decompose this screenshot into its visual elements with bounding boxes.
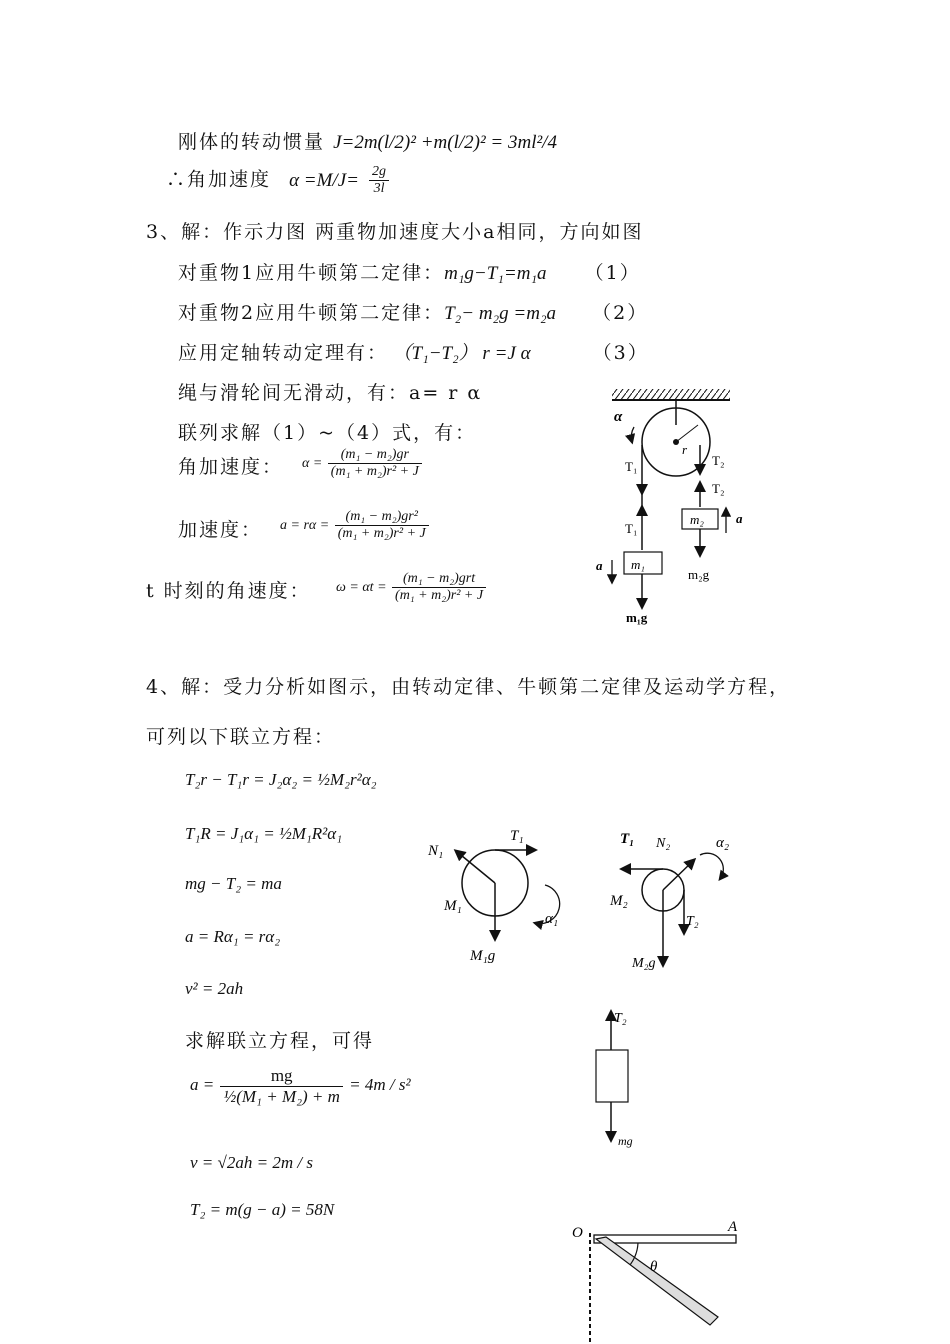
res-a-lhs: a =	[190, 1074, 215, 1094]
p3-line3	[178, 338, 649, 365]
p4-res-a	[190, 1066, 411, 1106]
label-r: r	[682, 442, 688, 457]
alpha2-arrow	[700, 853, 723, 879]
p4-eq4: a = Rα₁ = rα₂	[185, 927, 281, 946]
pulley-diagram	[590, 385, 750, 630]
inertia-line	[178, 127, 557, 154]
hanging-block	[596, 1050, 628, 1102]
p3-l3-tag: （3）	[592, 342, 649, 364]
res-a-rhs: = 4m / s²	[349, 1074, 411, 1094]
p3-l1-label: 对重物1应用牛顿第二定律：	[178, 262, 445, 284]
p4-res-v: v = √2ah = 2m / s	[190, 1153, 313, 1172]
label-T2: T₂	[686, 914, 699, 929]
p3-ang-label: 角加速度：	[178, 456, 284, 478]
n2-force-arrow	[663, 860, 694, 890]
p3-omega-label: t 时刻的角速度：	[146, 580, 311, 602]
wheel1-diagram	[420, 815, 580, 975]
p4-heading: 4、解：受力分析如图示，由转动定律、牛顿第二定律及运动学方程，	[146, 676, 791, 698]
label-M1: M₁	[444, 898, 462, 914]
label-M2: M₂	[610, 893, 628, 909]
rotated-rod	[596, 1237, 718, 1325]
p3-line4: 绳与滑轮间无滑动，有：a= r α	[178, 382, 483, 404]
p4-res-T: T₂ = m(g − a) = 58N	[190, 1200, 335, 1219]
res-a-den: ½(M₁ + M₂) + m	[223, 1086, 340, 1106]
p3-ang-num: (m₁ − m₂)gr	[328, 447, 422, 464]
p3-acc-den: (m₁ + m₂)r² + J	[337, 526, 426, 542]
p3-l1-expr: m₁g−T₁=m₁a	[444, 263, 547, 284]
label-theta: θ	[650, 1259, 658, 1275]
p3-acc-lhs: a = rα =	[280, 517, 330, 533]
p3-acc-label: 加速度：	[178, 519, 263, 541]
label-a-right: a	[736, 511, 743, 526]
p3-l3-expr: （T₁−T₂） r =J α	[402, 343, 531, 364]
angacc-label: ∴角加速度	[166, 168, 272, 191]
label-N2: N₂	[656, 836, 671, 851]
p3-line5: 联列求解（1）~（4）式，有：	[178, 422, 477, 444]
label-m2: m₂	[690, 512, 704, 527]
label-a-left: a	[596, 558, 603, 573]
p4-heading2: 可列以下联立方程：	[146, 726, 336, 748]
label-N1: N₁	[428, 843, 444, 859]
label-alpha2: α₂	[716, 835, 730, 851]
wheel2-diagram	[600, 815, 760, 980]
p3-acc-num: (m₁ − m₂)gr²	[335, 509, 429, 526]
block-diagram	[580, 1000, 670, 1160]
res-a-num: mg	[220, 1066, 342, 1087]
p4-eq5: v² = 2ah	[185, 979, 244, 998]
label-O: O	[572, 1225, 583, 1241]
p4-eq3: mg − T₂ = ma	[185, 874, 282, 893]
p3-l2-expr: T₂− m₂g =m₂a	[444, 303, 557, 324]
radius-line	[676, 425, 698, 442]
label-T2b: T₂	[614, 1011, 627, 1026]
p3-l2-tag: （2）	[592, 302, 649, 324]
p3-l3-label: 应用定轴转动定理有：	[178, 342, 389, 364]
horizontal-rod	[594, 1235, 736, 1243]
inertia-label: 刚体的转动惯量	[178, 131, 326, 153]
p3-line2	[178, 298, 648, 325]
p3-l2-label: 对重物2应用牛顿第二定律：	[178, 302, 445, 324]
p3-line1	[178, 258, 641, 285]
label-t2-upper: T₂	[712, 453, 725, 468]
label-m1g: m₁g	[626, 610, 648, 625]
angacc-lhs: α =M/J=	[289, 169, 359, 191]
rod-diagram	[568, 1215, 758, 1344]
p4-eq1: T₂r − T₁r = J₂α₂ = ½M₂r²α₂	[185, 770, 377, 789]
inertia-expr: J=2m(l/2)² +m(l/2)² = 3ml²/4	[333, 132, 557, 153]
p4-solve: 求解联立方程，可得	[185, 1030, 375, 1052]
p3-omega-den: (m₁ + m₂)r² + J	[395, 588, 484, 604]
p3-acc-formula	[280, 509, 431, 542]
p3-omega-formula	[336, 571, 488, 604]
label-T1: T₁	[510, 828, 524, 844]
p3-heading: 3、解：作示力图 两重物加速度大小a相同，方向如图	[146, 221, 644, 243]
label-t1-lower: T₁	[625, 521, 638, 536]
ceiling-hatch	[612, 389, 730, 399]
label-M1g: M₁g	[470, 948, 496, 964]
label-t1-upper: T₁	[625, 459, 638, 474]
label-A: A	[728, 1219, 738, 1235]
p3-ang-lhs: α =	[302, 455, 323, 471]
label-m2g: m₂g	[688, 567, 710, 582]
angacc-line	[166, 164, 391, 197]
label-mg: mg	[618, 1134, 633, 1148]
p4-eq2: T₁R = J₁α₁ = ½M₁R²α₁	[185, 824, 343, 843]
p3-ang-formula	[302, 447, 424, 480]
angacc-den: 3l	[373, 181, 385, 197]
label-m1: m₁	[631, 557, 645, 572]
angacc-num: 2g	[369, 164, 389, 181]
alpha-arrow	[631, 427, 634, 442]
p3-ang-den: (m₁ + m₂)r² + J	[330, 464, 419, 480]
label-M2g: M₂g	[632, 956, 656, 971]
label-alpha: α	[614, 409, 623, 425]
label-t2-lower: T₂	[712, 481, 725, 496]
p3-l1-tag: （1）	[584, 262, 641, 284]
p3-omega-num: (m₁ − m₂)grt	[392, 571, 486, 588]
p3-omega-lhs: ω = αt =	[336, 579, 387, 595]
label-T1r: T₁	[620, 831, 635, 847]
label-alpha1: α₁	[545, 911, 559, 927]
